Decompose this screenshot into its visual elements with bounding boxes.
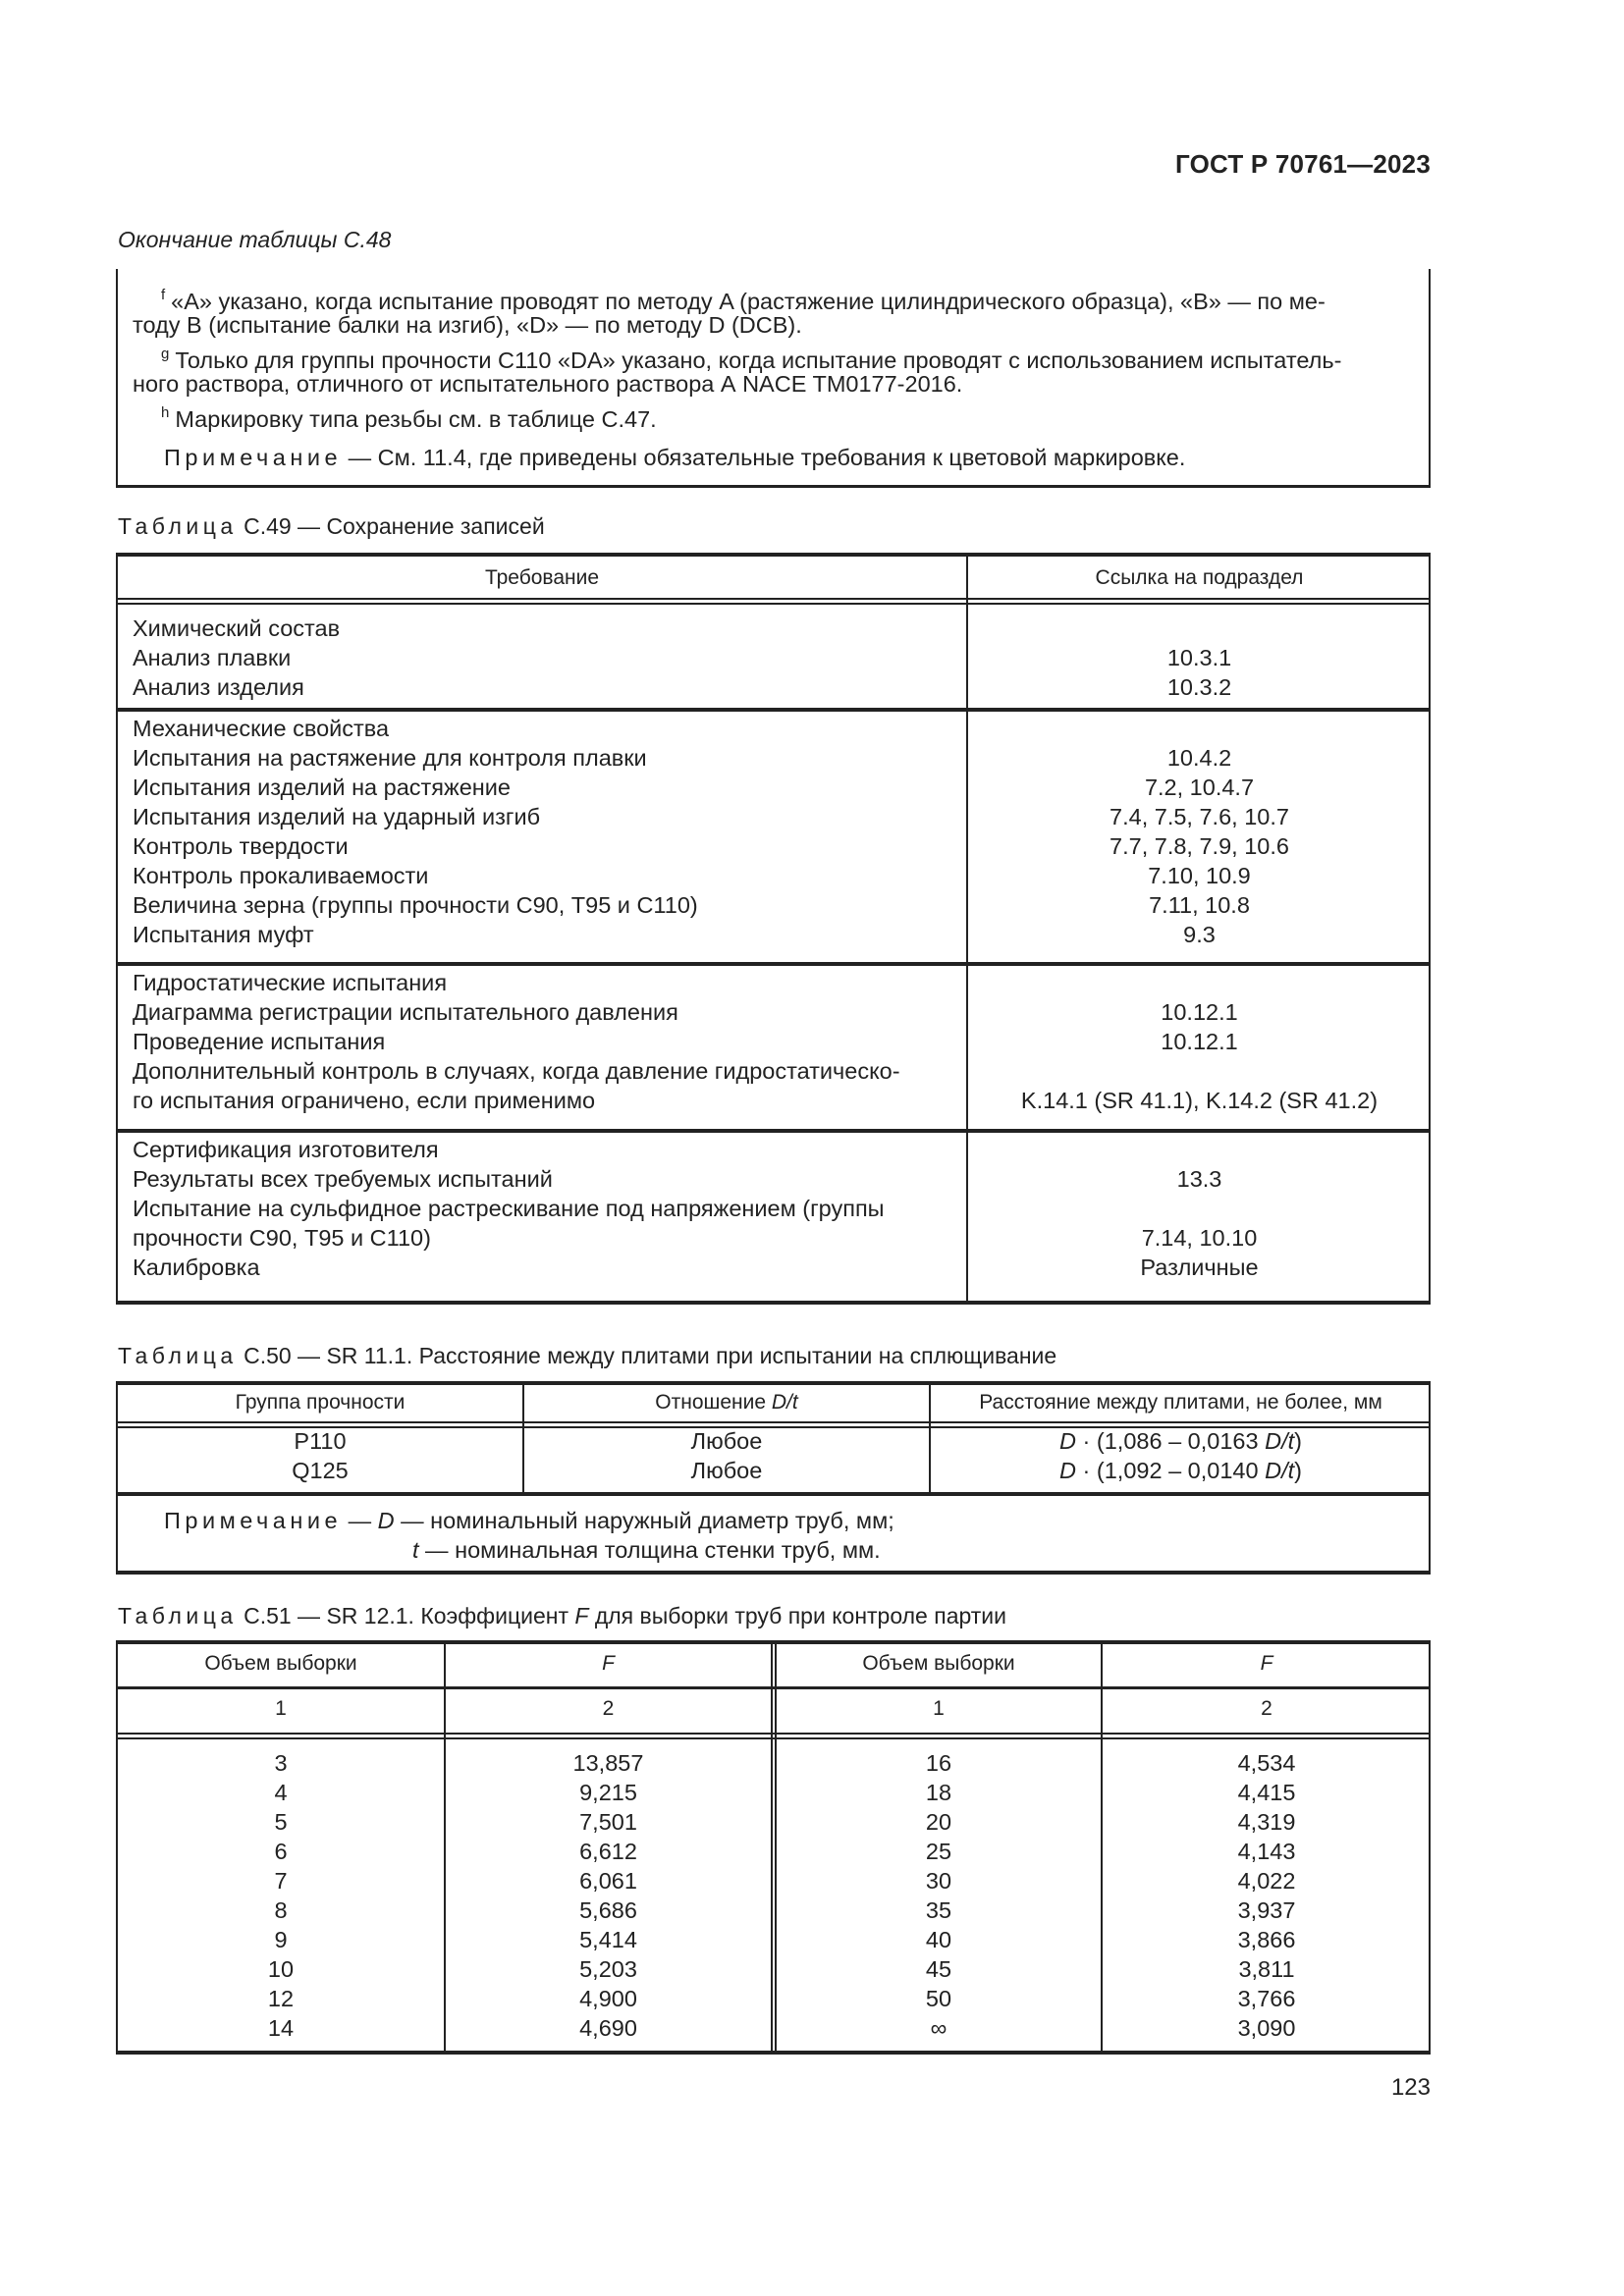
footnote-g-line-2: ного раствора, отличного от испытательного раствора А NACE TM0177-2016. <box>133 371 963 397</box>
table-c50-caption: Таблица С.50 — SR 11.1. Расстояние между плитами при испытании на сплющивание <box>118 1343 1057 1368</box>
note-label: Примечание <box>164 445 343 470</box>
footnote-g-line-1: $^g$ Только для группы прочности С110 «DA» указано, когда испытание проводят с использованием испытатель- <box>161 346 1342 373</box>
table-c51-sample-size: 5 <box>274 1809 288 1835</box>
note-label: Примечание <box>164 1508 343 1533</box>
footnote-f-line-2: тоду B (испытание балки на изгиб), «D» — по методу D (DCB). <box>133 312 802 338</box>
table-c51-sample-size: 14 <box>267 2015 295 2041</box>
table-c51-f-value: 13,857 <box>572 1750 644 1776</box>
table-c51-f-value: 4,690 <box>579 2015 637 2041</box>
table-c50-grade: P110 <box>294 1428 347 1454</box>
footnote-marker-f: f <box>161 287 166 303</box>
table-c51-f-value: 4,415 <box>1237 1780 1296 1805</box>
table-c50-formula: D · (1,086 – 0,0163 D/t) <box>1059 1428 1302 1454</box>
table-c51-column-number: 2 <box>602 1697 615 1720</box>
table-c51-sample-size: 35 <box>925 1897 952 1923</box>
table-c51-column-number: 1 <box>933 1697 945 1720</box>
table-c51-sample-size: ∞ <box>930 2015 947 2041</box>
table-c49-requirement: Испытания муфт <box>133 922 314 947</box>
document-id: ГОСТ Р 70761—2023 <box>1175 149 1431 179</box>
table-c51-header-f: F <box>1260 1652 1273 1675</box>
table-c49-requirement: Анализ плавки <box>133 645 292 670</box>
table-c49-header-requirement: Требование <box>484 566 600 589</box>
table-c51-f-value: 9,215 <box>579 1780 637 1805</box>
table-c51-col-divider-double <box>771 1642 773 2053</box>
table-c49-reference: 9.3 <box>1183 922 1216 947</box>
table-c49-requirement: Калибровка <box>133 1255 260 1280</box>
table-c51-sample-size: 3 <box>274 1750 288 1776</box>
table-c50-ratio: Любое <box>690 1458 763 1483</box>
table-c49-reference: 13.3 <box>1176 1166 1222 1192</box>
table-c51-sample-size: 9 <box>274 1927 288 1952</box>
table-c49-reference: 7.10, 10.9 <box>1148 863 1251 888</box>
table-c49-requirement: Дополнительный контроль в случаях, когда давление гидростатическо- <box>133 1058 900 1084</box>
table-c49-requirement: Величина зерна (группы прочности С90, Т95 и С110) <box>133 892 698 918</box>
table-c51-f-value: 4,534 <box>1237 1750 1296 1776</box>
table-c49-group-rule <box>116 962 1431 966</box>
table-c51-f-value: 4,022 <box>1237 1868 1296 1894</box>
table-c51-sample-size: 45 <box>925 1956 952 1982</box>
footnote-marker-g: g <box>161 346 170 362</box>
table-c51-sample-size: 8 <box>274 1897 288 1923</box>
table-c49-reference: 7.4, 7.5, 7.6, 10.7 <box>1110 804 1289 829</box>
table-c51-f-value: 3,937 <box>1237 1897 1296 1923</box>
table-c49-reference: 7.11, 10.8 <box>1149 892 1250 918</box>
table-c49-requirement: Химический состав <box>133 615 341 641</box>
table-c49-requirement: Анализ изделия <box>133 674 304 700</box>
table-c51-f-value: 5,686 <box>579 1897 637 1923</box>
table-c51-f-value: 4,319 <box>1237 1809 1296 1835</box>
table-c51-header-sample-size: Объем выборки <box>204 1652 357 1675</box>
table-c51-numbers-rule-1 <box>116 1733 1431 1735</box>
table-c49-requirement: Испытания на растяжение для контроля плавки <box>133 745 647 771</box>
table-c49-reference: 7.14, 10.10 <box>1141 1225 1258 1251</box>
table-c51-sample-size: 18 <box>925 1780 952 1805</box>
table-c51-header-rule <box>116 1686 1431 1689</box>
table-c51-f-value: 3,811 <box>1238 1956 1295 1982</box>
table-c51-f-value: 5,203 <box>579 1956 637 1982</box>
table-c51-f-value: 5,414 <box>579 1927 637 1952</box>
table-c49-requirement: Механические свойства <box>133 716 390 741</box>
table-c49-requirement: Проведение испытания <box>133 1029 386 1054</box>
table-c49-requirement: Испытания изделий на ударный изгиб <box>133 804 541 829</box>
table-c50-header-grade: Группа прочности <box>235 1391 406 1414</box>
table-c49-requirement: го испытания ограничено, если применимо <box>133 1088 596 1113</box>
table-c49-reference: K.14.1 (SR 41.1), K.14.2 (SR 41.2) <box>1020 1088 1379 1113</box>
table-c50-header-distance: Расстояние между плитами, не более, мм <box>979 1391 1382 1414</box>
table-c51-f-value: 6,612 <box>579 1839 637 1864</box>
table-c51-column-number: 2 <box>1261 1697 1272 1720</box>
table-c51-sample-size: 30 <box>925 1868 952 1894</box>
table-c49-group-rule <box>116 1129 1431 1133</box>
table-c49-header-reference: Ссылка на подраздел <box>1095 566 1304 589</box>
table-c51-sample-size: 20 <box>925 1809 952 1835</box>
table-c51-sample-size: 16 <box>925 1750 952 1776</box>
table-c51-numbers-rule-2 <box>116 1737 1431 1739</box>
table-c50-header-ratio: Отношение D/t <box>655 1391 798 1414</box>
table-c51-f-value: 7,501 <box>579 1809 637 1835</box>
table-c51-sample-size: 40 <box>925 1927 952 1952</box>
table-c49-requirement: Результаты всех требуемых испытаний <box>133 1166 553 1192</box>
table-c49-requirement: Испытания изделий на растяжение <box>133 774 511 800</box>
table-c49-requirement: Сертификация изготовителя <box>133 1137 439 1162</box>
table-c51-sample-size: 10 <box>267 1956 295 1982</box>
table-c49-caption: Таблица С.49 — Сохранение записей <box>118 513 545 539</box>
table-c51-sample-size: 7 <box>274 1868 288 1894</box>
table-c49-reference: 7.2, 10.4.7 <box>1144 774 1255 800</box>
table-c49-requirement: Контроль прокаливаемости <box>133 863 429 888</box>
table-c51-f-value: 3,090 <box>1237 2015 1296 2041</box>
footnote-f-line-1: $^f$ «A» указано, когда испытание проводят по методу A (растяжение цилиндрического образца), «B» — по ме- <box>161 287 1326 314</box>
table-c49-reference: Различные <box>1140 1255 1259 1280</box>
table-c49-requirement: Гидростатические испытания <box>133 970 448 995</box>
table-c50-header-rule-1 <box>116 1421 1431 1423</box>
table-c51-sample-size: 50 <box>925 1986 952 2011</box>
table-c49-reference: 10.12.1 <box>1161 1029 1238 1054</box>
table-c48-note: Примечание — См. 11.4, где приведены обязательные требования к цветовой маркировке. <box>164 445 1186 470</box>
footnote-h-line-1: $^h$ Маркировку типа резьбы см. в таблице С.47. <box>161 404 657 432</box>
table-c51-f-value: 4,143 <box>1237 1839 1296 1864</box>
table-c51-header-f: F <box>602 1652 615 1675</box>
page-number: 123 <box>1390 2074 1431 2101</box>
table-c51-caption: Таблица С.51 — SR 12.1. Коэффициент F для выборки труб при контроле партии <box>118 1603 1006 1629</box>
table-c51-sample-size: 12 <box>267 1986 295 2011</box>
table-c49-requirement: Испытание на сульфидное растрескивание под напряжением (группы <box>133 1196 885 1221</box>
table-c49-reference: 10.12.1 <box>1161 999 1238 1025</box>
table-c49-requirement: Диаграмма регистрации испытательного давления <box>133 999 678 1025</box>
table-c49-reference: 10.3.2 <box>1166 674 1232 700</box>
table-c51-f-value: 3,866 <box>1237 1927 1296 1952</box>
continuation-caption: Окончание таблицы С.48 <box>118 227 392 252</box>
table-c49-header-rule-2 <box>116 603 1431 605</box>
table-c49-reference: 10.3.1 <box>1166 645 1232 670</box>
table-c50-note-rule <box>116 1492 1431 1496</box>
table-c51-sample-size: 4 <box>274 1780 288 1805</box>
table-c51-sample-size: 25 <box>925 1839 952 1864</box>
table-c50-note-line-1: Примечание — D — номинальный наружный диаметр труб, мм; <box>164 1508 894 1533</box>
table-c49-reference: 7.7, 7.8, 7.9, 10.6 <box>1110 833 1289 859</box>
table-c50-grade: Q125 <box>292 1458 349 1483</box>
table-c51-header-sample-size: Объем выборки <box>862 1652 1015 1675</box>
table-c49-reference: 10.4.2 <box>1166 745 1232 771</box>
table-c51-f-value: 6,061 <box>579 1868 637 1894</box>
table-c49-requirement: прочности С90, Т95 и С110) <box>133 1225 431 1251</box>
table-c50-formula: D · (1,092 – 0,0140 D/t) <box>1059 1458 1302 1483</box>
table-c51-f-value: 3,766 <box>1237 1986 1296 2011</box>
table-c49-requirement: Контроль твердости <box>133 833 349 859</box>
table-c51-f-value: 4,900 <box>579 1986 637 2011</box>
table-c51-sample-size: 6 <box>274 1839 288 1864</box>
table-c49-group-rule <box>116 708 1431 712</box>
table-c49-header-rule-1 <box>116 598 1431 600</box>
table-c50-ratio: Любое <box>690 1428 763 1454</box>
footnote-marker-h: h <box>161 404 170 421</box>
table-c51-column-number: 1 <box>275 1697 287 1720</box>
table-c50-note-line-2: t — номинальная толщина стенки труб, мм. <box>412 1537 881 1563</box>
